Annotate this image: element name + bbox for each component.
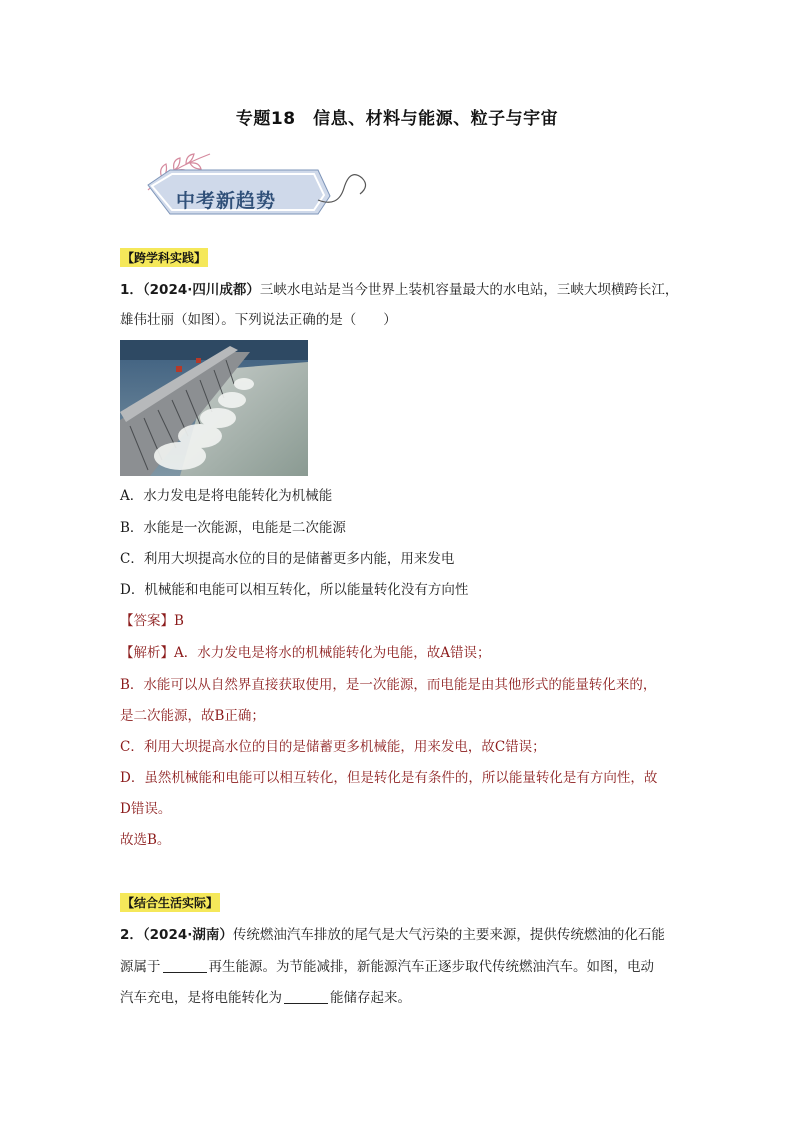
banner-label: 中考新趋势 — [176, 190, 277, 212]
q2-line1 — [120, 925, 665, 945]
q1-answer — [120, 611, 184, 631]
q1-analysis-b2: 是二次能源，故B正确； — [120, 708, 265, 724]
q2-line2-b: 再生能源。为节能减排，新能源汽车正逐步取代传统燃油汽车。如图，电动 — [208, 959, 654, 975]
q2-line2 — [120, 957, 654, 977]
q1-option-c: C．利用大坝提高水位的目的是储蓄更多内能，用来发电 — [120, 551, 455, 567]
q1-stem-line2: 雄伟壮丽（如图）。下列说法正确的是（ ） — [120, 312, 397, 328]
q2-line3 — [120, 988, 411, 1008]
q2-line1-text: 传统燃油汽车排放的尾气是大气污染的主要来源，提供传统燃油的化石能 — [232, 927, 665, 943]
page-title: 专题18 信息、材料与能源、粒子与宇宙 — [235, 109, 559, 129]
q2-tag: 【结合生活实际】 — [120, 893, 220, 912]
q1-stem-text: 三峡水电站是当今世界上装机容量最大的水电站，三峡大坝横跨长江， — [259, 282, 679, 298]
q2-line3-a: 汽车充电，是将电能转化为 — [120, 990, 282, 1006]
q1-analysis-a — [120, 643, 491, 663]
q1-analysis-d2: D错误。 — [120, 801, 172, 817]
answer-label: 【答案】 — [120, 613, 174, 629]
q1-tag: 【跨学科实践】 — [120, 248, 208, 267]
q1-option-a: A．水力发电是将电能转化为机械能 — [120, 488, 333, 504]
q1-analysis-b1: B．水能可以从自然界直接获取使用，是一次能源，而电能是由其他形式的能量转化来的， — [120, 677, 657, 693]
q1-source: （2024·四川成都） — [142, 282, 260, 298]
three-gorges-dam-photo — [120, 340, 308, 476]
q2-line2-a: 源属于 — [120, 959, 161, 975]
q1-analysis-c: C．利用大坝提高水位的目的是储蓄更多机械能，用来发电，故C错误； — [120, 739, 546, 755]
answer-value: B — [174, 613, 184, 629]
q2-line3-b: 能储存起来。 — [330, 990, 411, 1006]
q2-number: 2． — [120, 927, 143, 943]
q1-conclusion: 故选B。 — [120, 832, 171, 848]
q1-number: 1． — [120, 282, 143, 298]
analysis-label: 【解析】 — [120, 645, 174, 661]
q1-option-b: B．水能是一次能源，电能是二次能源 — [120, 520, 346, 536]
q2-blank-2 — [284, 989, 328, 1004]
q1-option-d: D．机械能和电能可以相互转化，所以能量转化没有方向性 — [120, 582, 469, 598]
q1-stem-line1 — [120, 280, 678, 300]
q1-analysis-d1: D．虽然机械能和电能可以相互转化，但是转化是有条件的，所以能量转化是有方向性，故 — [120, 770, 658, 786]
q2-blank-1 — [163, 958, 207, 973]
q2-source: （2024·湖南） — [142, 927, 233, 943]
analysis-a-text: A．水力发电是将水的机械能转化为电能，故A错误； — [174, 645, 491, 661]
